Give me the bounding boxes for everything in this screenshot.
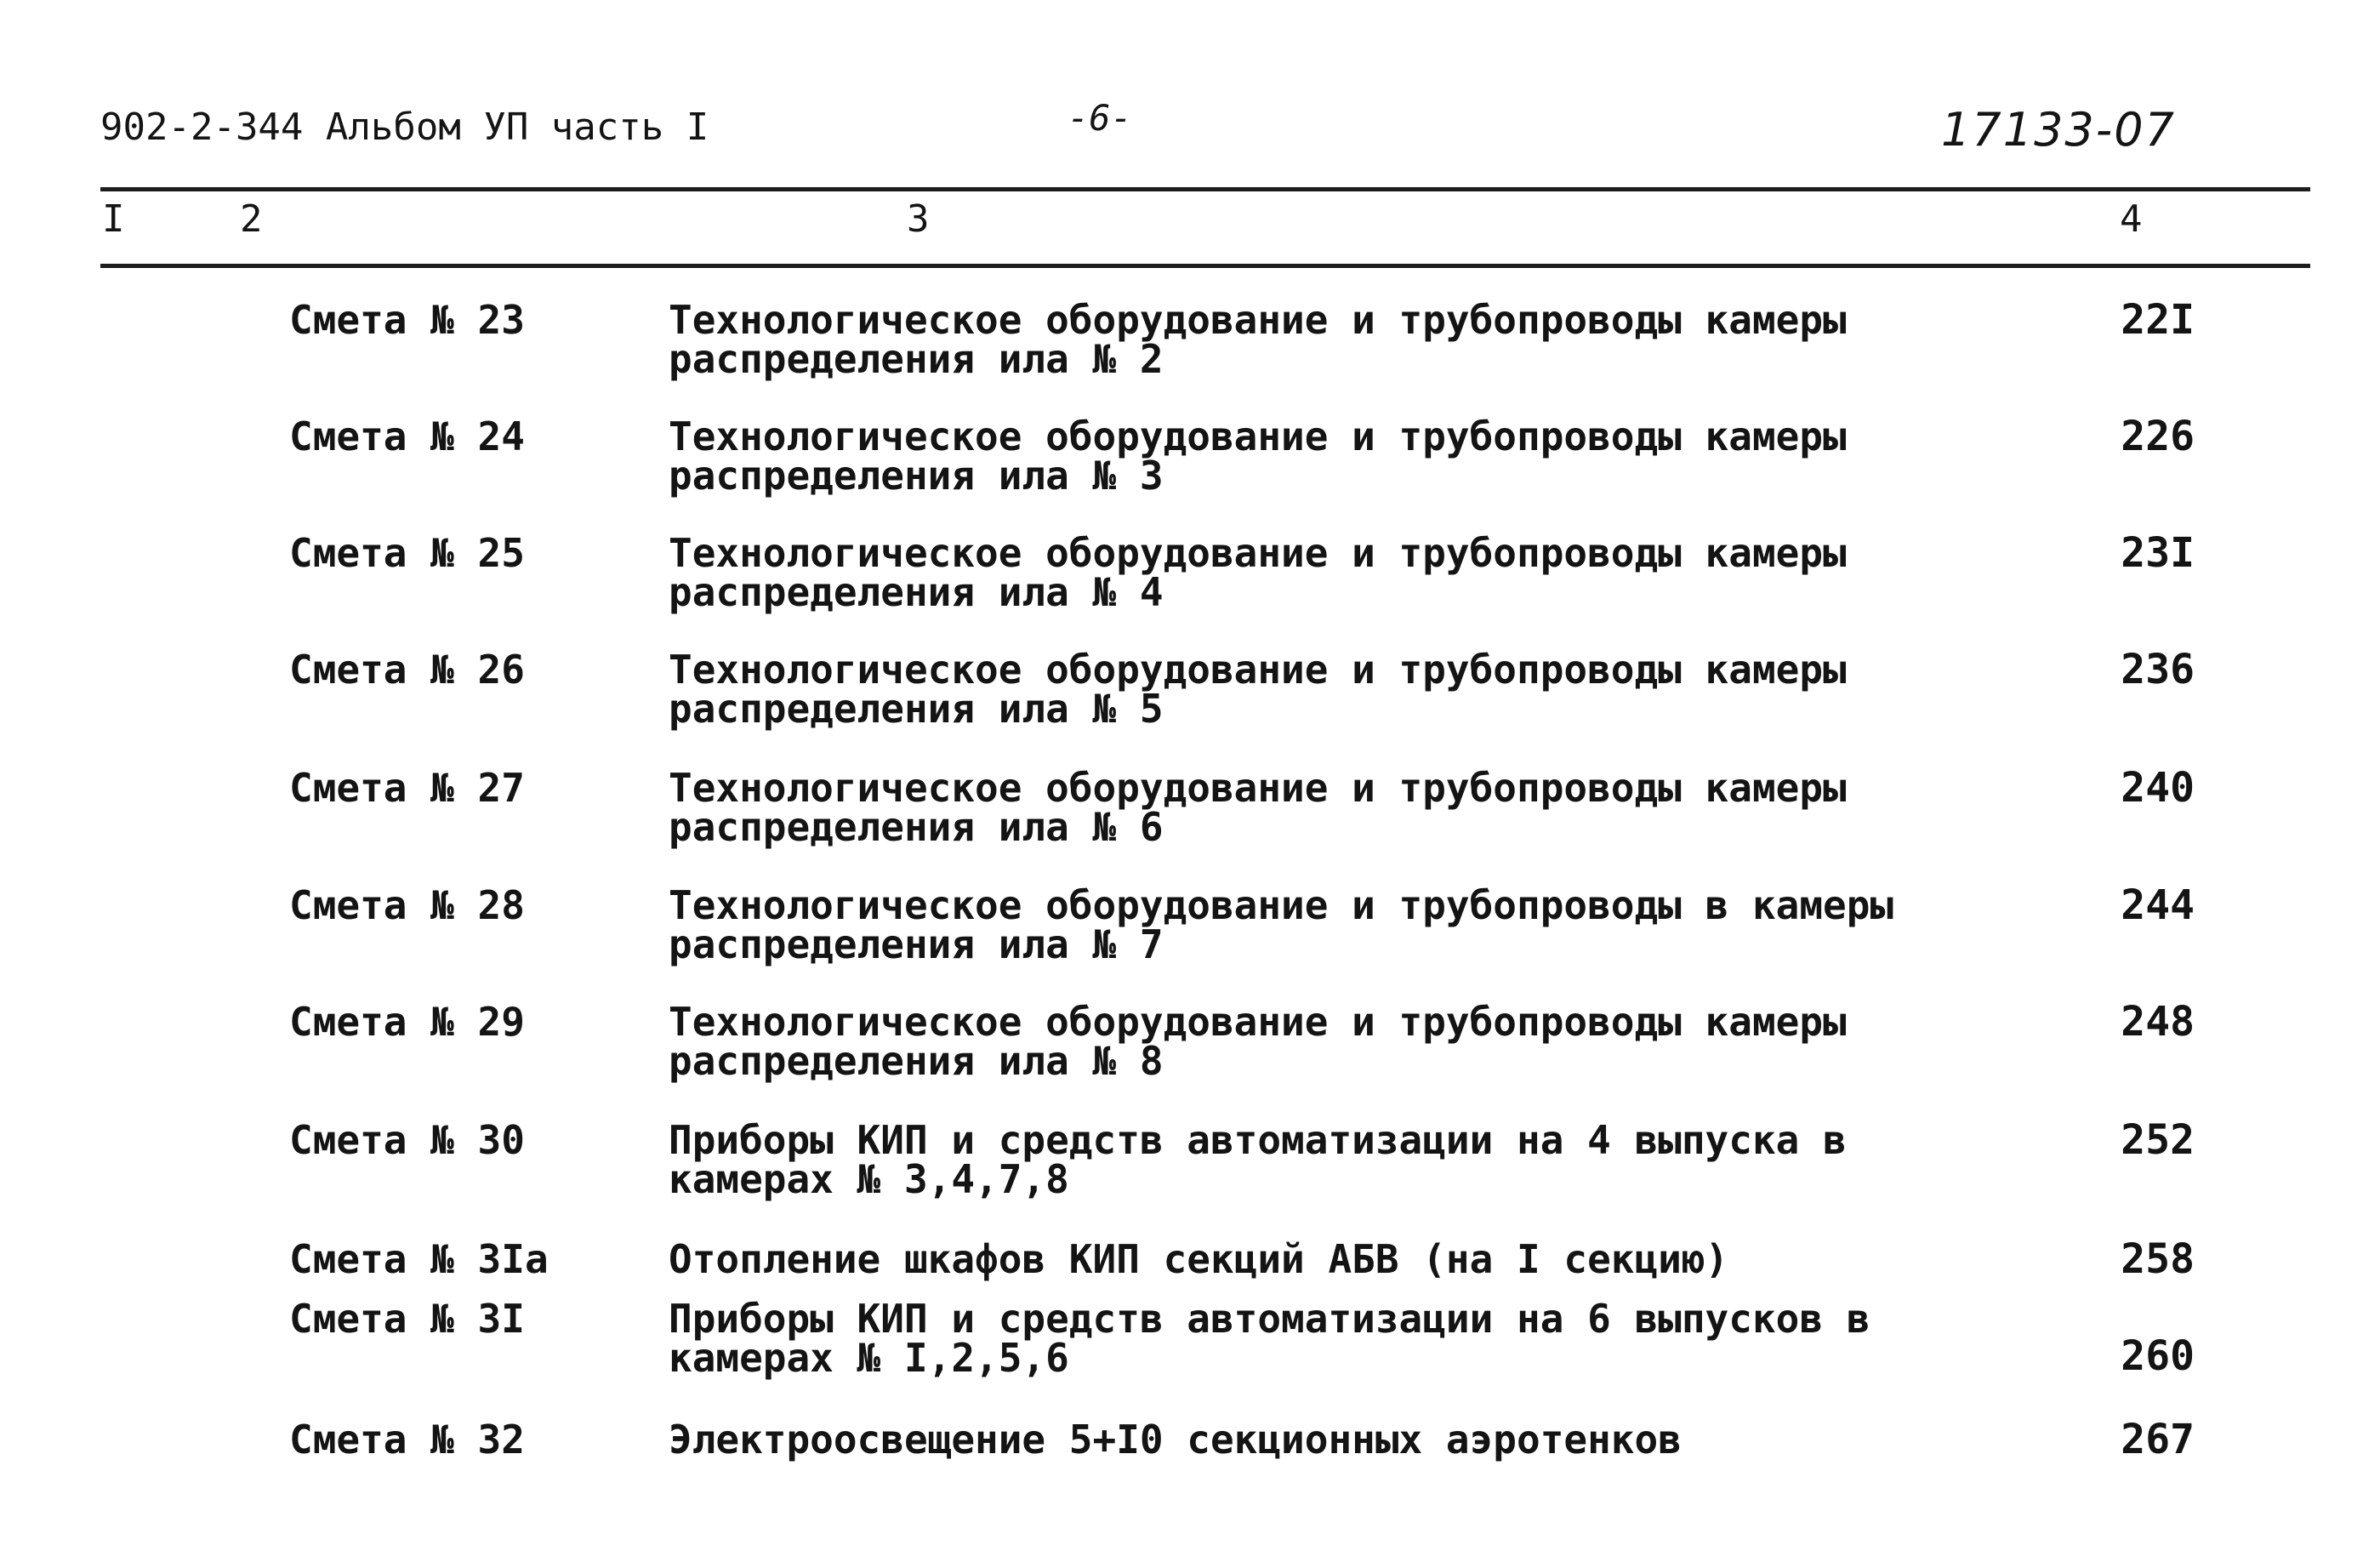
page-reference: 260 <box>2121 1332 2195 1380</box>
estimate-description: Технологическое оборудование и трубопроводы в камеры распределения ила № 7 <box>669 882 1894 967</box>
estimate-description: Приборы КИП и средств автоматизации на 4 выпуска в камерах № 3,4,7,8 <box>669 1117 1847 1202</box>
estimate-description: Технологическое оборудование и трубопроводы камеры распределения ила № 8 <box>669 999 1847 1084</box>
estimate-number: Смета № 24 <box>289 413 525 459</box>
estimate-number: Смета № 26 <box>289 647 525 693</box>
estimate-description: Технологическое оборудование и трубопроводы камеры распределения ила № 5 <box>669 647 1847 732</box>
page-reference: 267 <box>2121 1416 2195 1463</box>
page-reference: 22I <box>2121 296 2195 344</box>
estimate-number: Смета № 23 <box>289 297 525 343</box>
estimate-description: Технологическое оборудование и трубопроводы камеры распределения ила № 3 <box>669 413 1847 499</box>
estimate-description: Электроосвещение 5+I0 секционных аэротенков <box>669 1417 1682 1463</box>
estimate-number: Смета № 3I <box>289 1296 525 1342</box>
page-number: -6- <box>1068 97 1132 139</box>
page-reference: 236 <box>2121 646 2195 693</box>
column-number-1: I <box>102 197 125 241</box>
estimate-number: Смета № 3Iа <box>289 1236 549 1282</box>
page-reference: 240 <box>2121 764 2195 812</box>
column-number-4: 4 <box>2120 197 2143 241</box>
table-header-rule <box>100 264 2310 268</box>
column-number-2: 2 <box>240 197 263 241</box>
estimate-number: Смета № 25 <box>289 530 525 576</box>
estimate-number: Смета № 32 <box>289 1417 525 1463</box>
document-designation: 902-2-344 Альбом УП часть I <box>100 105 709 149</box>
estimate-description: Отопление шкафов КИП секций АБВ (на I секцию) <box>669 1236 1729 1282</box>
page-reference: 226 <box>2121 413 2195 460</box>
page-reference: 252 <box>2121 1116 2195 1164</box>
estimate-description: Приборы КИП и средств автоматизации на 6 выпусков в камерах № I,2,5,6 <box>669 1296 1870 1381</box>
estimate-description: Технологическое оборудование и трубопроводы камеры распределения ила № 2 <box>669 297 1847 382</box>
table-top-rule <box>100 187 2310 191</box>
page-reference: 248 <box>2121 998 2195 1046</box>
page-reference: 258 <box>2121 1235 2195 1283</box>
column-number-3: 3 <box>907 197 930 241</box>
estimate-number: Смета № 30 <box>289 1117 525 1163</box>
inventory-code: 17133-07 <box>1941 103 2176 157</box>
estimate-number: Смета № 27 <box>289 765 525 811</box>
page-reference: 244 <box>2121 881 2195 929</box>
estimate-number: Смета № 29 <box>289 999 525 1045</box>
page-reference: 23I <box>2121 529 2195 577</box>
estimate-number: Смета № 28 <box>289 882 525 928</box>
estimate-description: Технологическое оборудование и трубопроводы камеры распределения ила № 4 <box>669 530 1847 615</box>
estimate-description: Технологическое оборудование и трубопроводы камеры распределения ила № 6 <box>669 765 1847 850</box>
